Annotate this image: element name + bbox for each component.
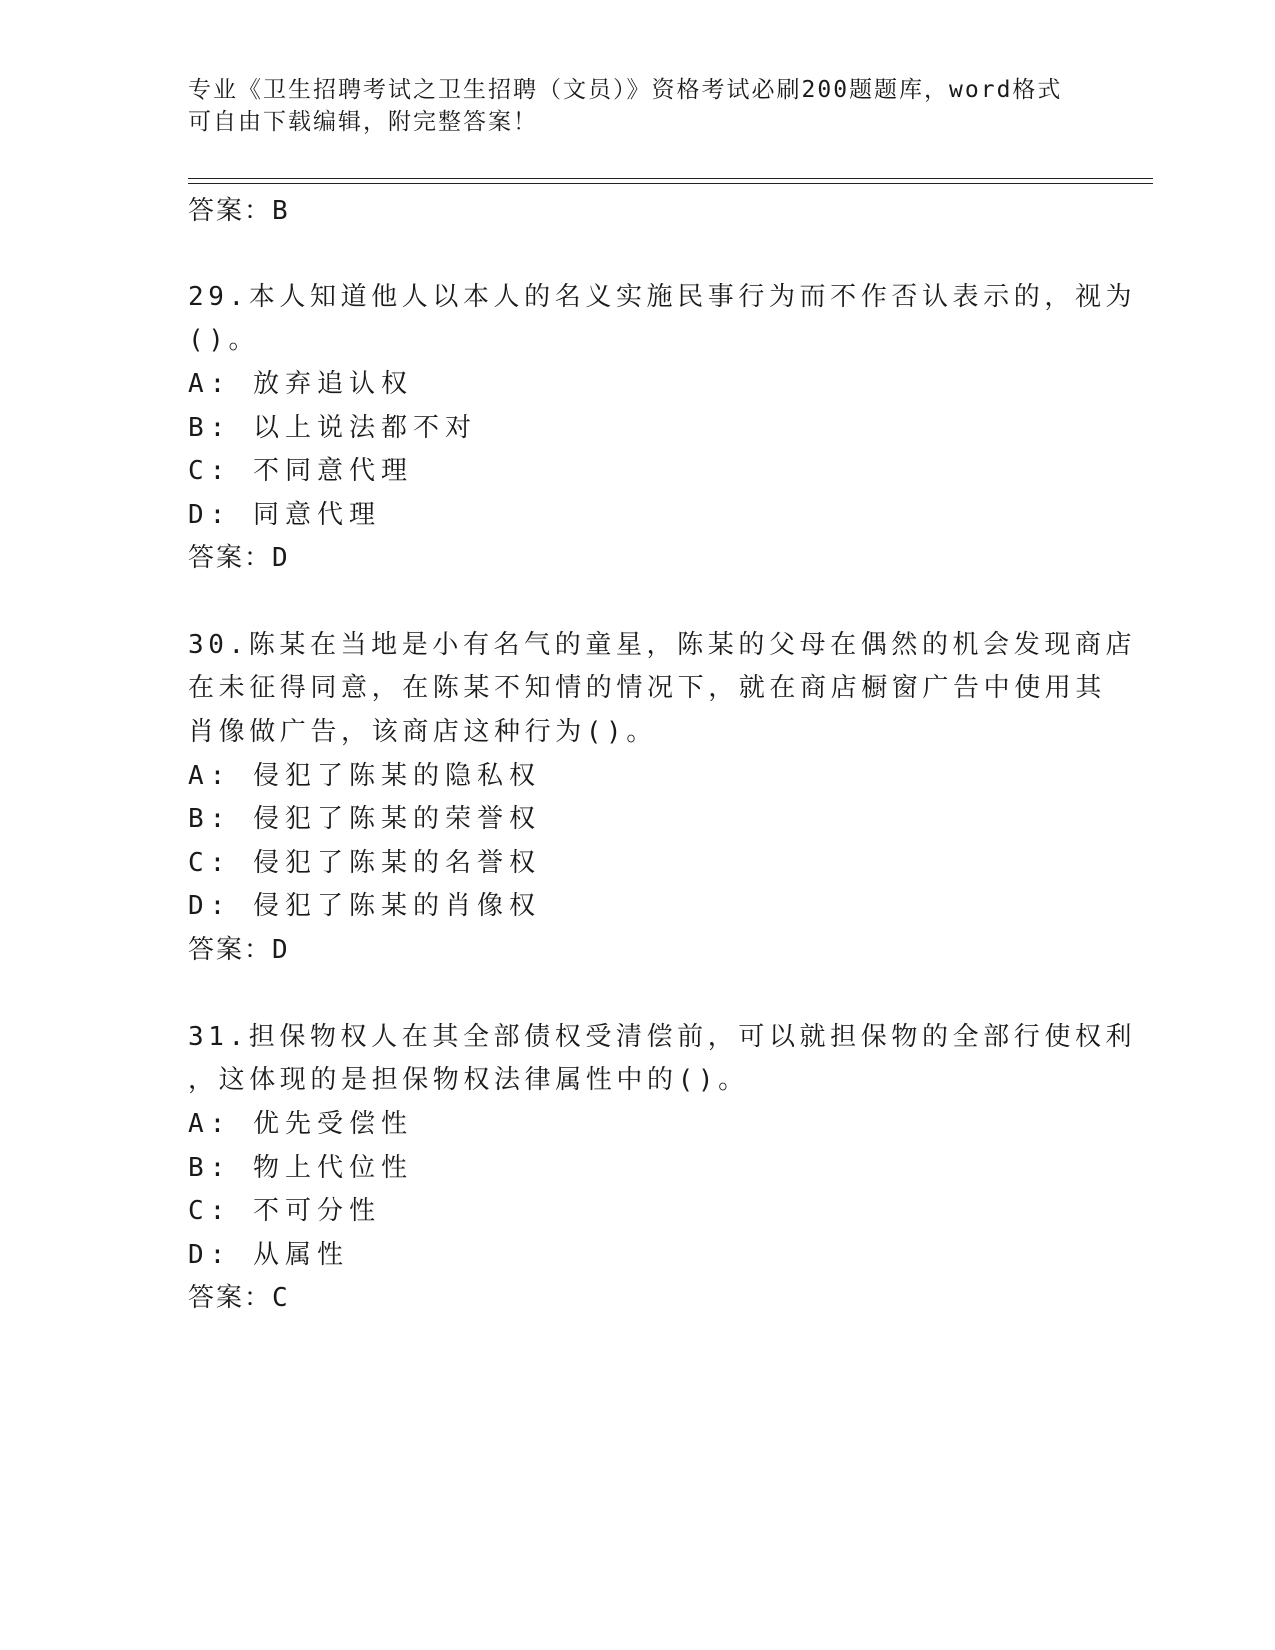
question-29-line-1: 29.本人知道他人以本人的名义实施民事行为而不作否认表示的，视为 (188, 282, 1137, 312)
question-30-option-c: C: 侵犯了陈某的名誉权 (188, 848, 541, 878)
question-31-line-1: 31.担保物权人在其全部债权受清偿前，可以就担保物的全部行使权利 (188, 1022, 1137, 1052)
question-29-option-b: B: 以上说法都不对 (188, 413, 477, 443)
question-29-option-a: A: 放弃追认权 (188, 369, 413, 399)
question-31-answer: 答案：C (188, 1283, 290, 1313)
header-divider-bottom (188, 183, 1153, 184)
question-30-line-3: 肖像做广告，该商店这种行为()。 (188, 717, 657, 747)
question-30-option-d: D: 侵犯了陈某的肖像权 (188, 891, 541, 921)
document-header (188, 74, 1088, 138)
header-line-2: 可自由下载编辑，附完整答案！ (188, 109, 538, 135)
question-29-option-d: D: 同意代理 (188, 500, 381, 530)
question-30-line-2: 在未征得同意，在陈某不知情的情况下，就在商店橱窗广告中使用其 (188, 673, 1107, 703)
header-divider-top (188, 178, 1153, 179)
question-30-line-1: 30.陈某在当地是小有名气的童星，陈某的父母在偶然的机会发现商店 (188, 630, 1137, 660)
question-31-option-c: C: 不可分性 (188, 1196, 381, 1226)
question-31-option-b: B: 物上代位性 (188, 1153, 413, 1183)
question-31-option-a: A: 优先受偿性 (188, 1109, 413, 1139)
question-29-option-c: C: 不同意代理 (188, 456, 413, 486)
question-30-option-a: A: 侵犯了陈某的隐私权 (188, 761, 541, 791)
question-31-line-2: ，这体现的是担保物权法律属性中的()。 (188, 1065, 749, 1095)
header-line-1: 专业《卫生招聘考试之卫生招聘（文员）》资格考试必刷200题题库，word格式 (188, 77, 1063, 103)
question-30-answer: 答案：D (188, 935, 290, 965)
question-31-option-d: D: 从属性 (188, 1240, 349, 1270)
question-29-line-2: ()。 (188, 325, 260, 355)
answer-previous: 答案：B (188, 196, 290, 226)
question-30-option-b: B: 侵犯了陈某的荣誉权 (188, 804, 541, 834)
question-29-answer: 答案：D (188, 543, 290, 573)
